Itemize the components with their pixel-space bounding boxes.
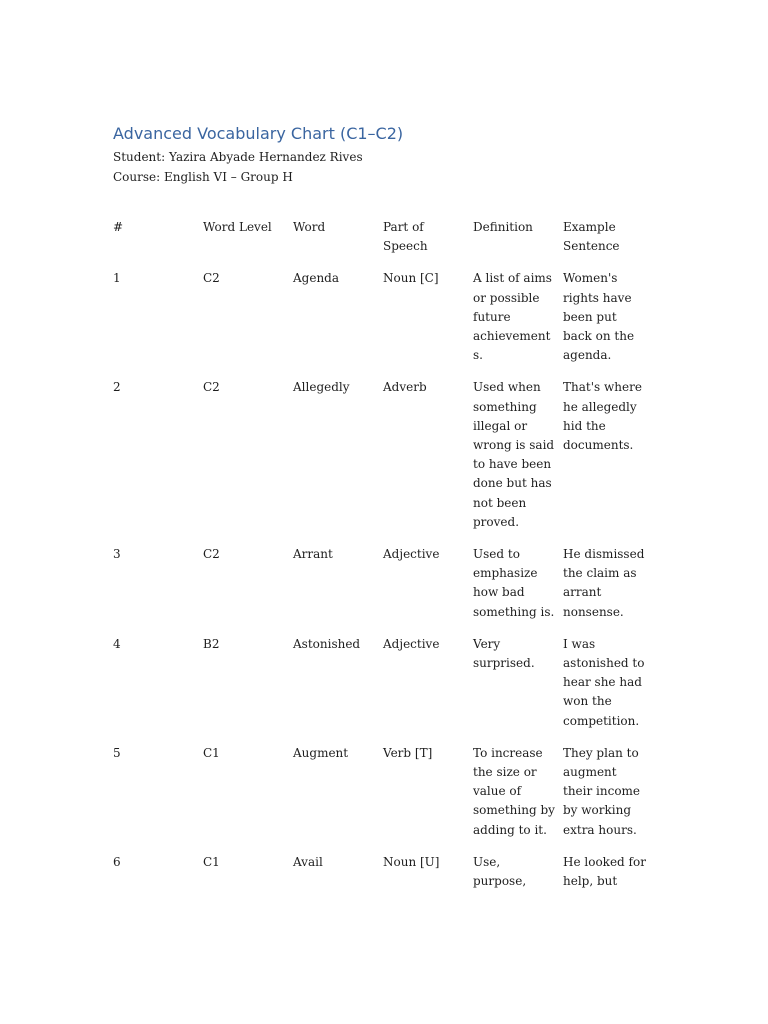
table-row: [113, 378, 653, 545]
cell-part-of-speech: Noun [U]: [383, 854, 440, 869]
cell-word: Astonished: [293, 636, 361, 651]
cell-word-level: C2: [203, 271, 220, 286]
cell-definition: To increase the size or value of something by adding to it.: [473, 745, 555, 837]
table-row: [113, 635, 653, 744]
cell-word-level: C1: [203, 745, 220, 760]
cell-example-sentence: That's where he allegedly hid the documents.: [563, 380, 642, 453]
cell-part-of-speech: Adverb: [383, 380, 427, 395]
cell-number: 2: [113, 380, 121, 395]
cell-number: 5: [113, 745, 121, 760]
cell-word-level: C2: [203, 380, 220, 395]
table-row: [113, 545, 653, 635]
header-example-sentence: Example Sentence: [563, 220, 620, 254]
cell-example-sentence: Women's rights have been put back on the agenda.: [563, 271, 635, 363]
cell-example-sentence: He looked for help, but: [563, 854, 646, 889]
cell-word-level: C1: [203, 854, 220, 869]
cell-definition: Used to emphasize how bad something is.: [473, 547, 555, 619]
cell-example-sentence: They plan to augment their income by working extra hours.: [563, 745, 641, 837]
cell-example-sentence: He dismissed the claim as arrant nonsense.: [563, 547, 645, 619]
cell-word: Allegedly: [293, 380, 350, 395]
table-row: [113, 744, 653, 853]
cell-part-of-speech: Adjective: [383, 547, 440, 562]
cell-part-of-speech: Noun [C]: [383, 271, 439, 286]
header-number: #: [113, 220, 124, 234]
cell-word: Agenda: [293, 271, 340, 286]
cell-word: Augment: [293, 745, 349, 760]
cell-example-sentence: I was astonished to hear she had won the competition.: [563, 636, 645, 728]
header-word-level: Word Level: [203, 220, 272, 234]
course-line: Course: English VI – Group H: [113, 170, 293, 184]
cell-word: Arrant: [293, 547, 333, 562]
cell-part-of-speech: Verb [T]: [383, 745, 433, 760]
cell-word-level: B2: [203, 636, 220, 651]
header-word: Word: [293, 220, 326, 234]
cell-number: 3: [113, 547, 121, 562]
cell-definition: A list of aims or possible future achievement s.: [473, 271, 552, 363]
header-part-of-speech: Part of Speech: [383, 220, 428, 254]
cell-number: 4: [113, 636, 121, 651]
cell-word-level: C2: [203, 547, 220, 562]
cell-word: Avail: [293, 854, 323, 869]
table-row: [113, 269, 653, 378]
cell-definition: Used when something illegal or wrong is said to have been done but has not been proved.: [473, 380, 555, 529]
cell-number: 1: [113, 271, 121, 286]
header-definition: Definition: [473, 220, 533, 234]
cell-part-of-speech: Adjective: [383, 636, 440, 651]
cell-definition: Very surprised.: [473, 636, 535, 671]
vocabulary-table: [113, 218, 653, 904]
cell-number: 6: [113, 854, 121, 869]
student-line: Student: Yazira Abyade Hernandez Rives: [113, 150, 363, 164]
cell-definition: Use, purpose,: [473, 854, 527, 889]
document-title: Advanced Vocabulary Chart (C1–C2): [113, 124, 404, 143]
table-header-row: [113, 218, 653, 269]
table-row: [113, 853, 653, 904]
